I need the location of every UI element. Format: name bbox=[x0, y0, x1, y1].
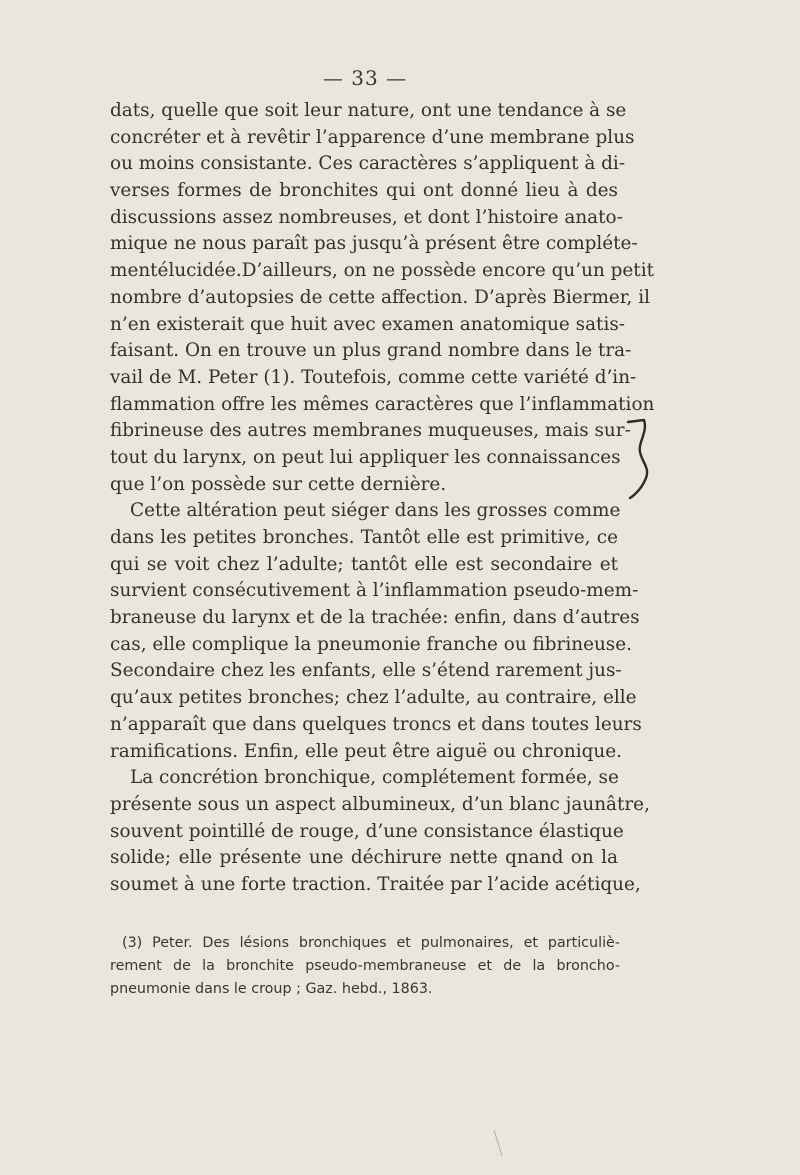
text-line: qui se voit chez l’adulte; tantôt elle est secondaire et bbox=[110, 553, 618, 575]
text-line: présente sous un aspect albumineux, d’un blanc jaunâtre, bbox=[110, 793, 650, 815]
footnote-line: (3) Peter. Des lésions bronchiques et pulmonaires, et particuliè- bbox=[122, 935, 620, 951]
footnote-line: rement de la bronchite pseudo-membraneuse et de la broncho- bbox=[110, 958, 620, 974]
faint-pencil-mark bbox=[492, 1128, 504, 1158]
text-line: n’en existerait que huit avec examen anatomique satis- bbox=[110, 313, 625, 335]
text-line: survient consécutivement à l’inflammation pseudo-mem- bbox=[110, 580, 639, 602]
text-line: dats, quelle que soit leur nature, ont une tendance à se bbox=[110, 100, 627, 121]
text-line: vail de M. Peter (1). Toutefois, comme cette variété d’in- bbox=[110, 366, 637, 388]
text-line: faisant. On en trouve un plus grand nombre dans le tra- bbox=[110, 340, 632, 362]
text-line: Secondaire chez les enfants, elle s’étend rarement jus- bbox=[110, 660, 622, 682]
text-line: ramifications. Enfin, elle peut être aiguë ou chronique. bbox=[110, 740, 622, 762]
text-line: fibrineuse des autres membranes muqueuses, mais sur- bbox=[110, 420, 631, 442]
text-line: tout du larynx, on peut lui appliquer les connaissances bbox=[110, 446, 621, 468]
page-number: — 33 — bbox=[322, 66, 408, 90]
text-line: discussions assez nombreuses, et dont l’histoire anato- bbox=[110, 206, 623, 228]
text-line: ou moins consistante. Ces caractères s’appliquent à di- bbox=[110, 153, 626, 175]
text-line: mique ne nous paraît pas jusqu’à présent être compléte- bbox=[110, 233, 638, 255]
text-line: nombre d’autopsies de cette affection. D’après Biermer, il bbox=[110, 286, 650, 308]
text-line: flammation offre les mêmes caractères que l’inflammation bbox=[110, 393, 655, 415]
text-line: verses formes de bronchites qui ont donné lieu à des bbox=[110, 180, 618, 202]
footnote bbox=[110, 932, 620, 1001]
footnote-line: pneumonie dans le croup ; Gaz. hebd., 1863. bbox=[110, 981, 433, 997]
text-line: braneuse du larynx et de la trachée: enfin, dans d’autres bbox=[110, 607, 640, 629]
text-line: concréter et à revêtir l’apparence d’une membrane plus bbox=[110, 126, 635, 148]
handwritten-bracket-mark bbox=[624, 418, 654, 500]
text-line: qu’aux petites bronches; chez l’adulte, au contraire, elle bbox=[110, 687, 637, 709]
text-line: souvent pointillé de rouge, d’une consistance élastique bbox=[110, 820, 624, 842]
body-text bbox=[110, 98, 655, 899]
text-line: n’apparaît que dans quelques troncs et dans toutes leurs bbox=[110, 713, 642, 735]
text-line: cas, elle complique la pneumonie franche ou fibrineuse. bbox=[110, 633, 632, 655]
text-line: soumet à une forte traction. Traitée par l’acide acétique, bbox=[110, 873, 641, 895]
text-line: solide; elle présente une déchirure nette qnand on la bbox=[110, 847, 618, 869]
text-line: mentélucidée.D’ailleurs, on ne possède encore qu’un petit bbox=[110, 260, 654, 282]
text-line: que l’on possède sur cette dernière. bbox=[110, 473, 447, 495]
text-line: La concrétion bronchique, complétement formée, se bbox=[130, 767, 619, 789]
text-line: dans les petites bronches. Tantôt elle est primitive, ce bbox=[110, 527, 618, 548]
text-line: Cette altération peut siéger dans les grosses comme bbox=[130, 500, 621, 522]
